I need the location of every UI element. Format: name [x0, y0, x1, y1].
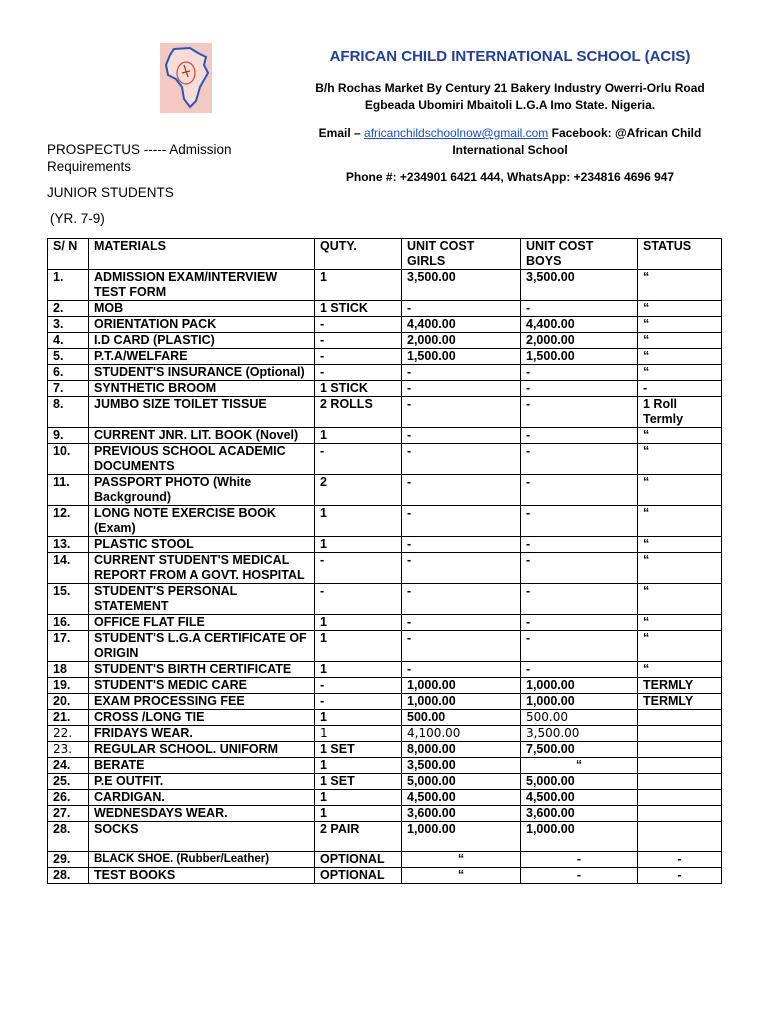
cell-quantity: - — [315, 444, 402, 475]
cell-status: “ — [638, 553, 722, 584]
cell-material: REGULAR SCHOOL. UNIFORM — [89, 742, 315, 758]
cell-status: “ — [638, 584, 722, 615]
table-row — [48, 726, 722, 742]
cell-sn: 29. — [48, 852, 89, 868]
cell-sn: 7. — [48, 381, 89, 397]
cell-unit-cost-boys: - — [521, 301, 638, 317]
cell-quantity: OPTIONAL — [315, 868, 402, 884]
table-row — [48, 868, 722, 884]
cell-unit-cost-girls: - — [402, 584, 521, 615]
cell-unit-cost-boys: 1,000.00 — [521, 822, 638, 852]
cell-status: TERMLY — [638, 678, 722, 694]
cell-unit-cost-boys: 1,000.00 — [521, 678, 638, 694]
table-header-row — [48, 239, 722, 270]
cell-status — [638, 790, 722, 806]
cell-status — [638, 758, 722, 774]
cell-unit-cost-girls: - — [402, 475, 521, 506]
cell-sn: 28. — [48, 822, 89, 852]
prospectus-heading: PROSPECTUS ----- Admission Requirements — [47, 142, 232, 174]
junior-students-label: JUNIOR STUDENTS — [47, 185, 174, 200]
cell-status: “ — [638, 317, 722, 333]
cell-unit-cost-girls: - — [402, 381, 521, 397]
cell-sn: 15. — [48, 584, 89, 615]
cell-status — [638, 742, 722, 758]
cell-material: CURRENT STUDENT'S MEDICAL REPORT FROM A GOVT. HOSPITAL — [89, 553, 315, 584]
cell-status: TERMLY — [638, 694, 722, 710]
cell-unit-cost-boys: 500.00 — [521, 710, 638, 726]
cell-quantity: - — [315, 365, 402, 381]
cell-sn: 11. — [48, 475, 89, 506]
cell-sn: 22. — [48, 726, 89, 742]
cell-sn: 8. — [48, 397, 89, 428]
cell-unit-cost-boys: 1,500.00 — [521, 349, 638, 365]
cell-unit-cost-boys: 4,400.00 — [521, 317, 638, 333]
phone-line: Phone #: +234901 6421 444, WhatsApp: +234816 4696 947 — [345, 170, 675, 184]
cell-unit-cost-girls: 4,100.00 — [402, 726, 521, 742]
table-row — [48, 758, 722, 774]
cell-sn: 13. — [48, 537, 89, 553]
cell-material: CARDIGAN. — [89, 790, 315, 806]
table-row — [48, 381, 722, 397]
table-row — [48, 365, 722, 381]
cell-material: FRIDAYS WEAR. — [89, 726, 315, 742]
school-address — [290, 80, 730, 114]
header-sn: S/ N — [48, 239, 89, 270]
cell-status: “ — [638, 365, 722, 381]
cell-unit-cost-girls: 3,500.00 — [402, 758, 521, 774]
facebook-text: Facebook: @African Child International School — [452, 126, 702, 157]
cell-sn: 23. — [48, 742, 89, 758]
cell-material: BLACK SHOE. (Rubber/Leather) — [89, 852, 315, 868]
cell-quantity: OPTIONAL — [315, 852, 402, 868]
address-line-2: Egbeada Ubomiri Mbaitoli L.G.A Imo State. Nigeria. — [364, 98, 656, 112]
table-row — [48, 631, 722, 662]
cell-status: “ — [638, 537, 722, 553]
table-row — [48, 822, 722, 852]
cell-sn: 27. — [48, 806, 89, 822]
cell-quantity: 1 — [315, 270, 402, 301]
cell-material: SYNTHETIC BROOM — [89, 381, 315, 397]
cell-unit-cost-boys: 3,500.00 — [521, 270, 638, 301]
header-materials: MATERIALS — [89, 239, 315, 270]
cell-quantity: 1 — [315, 710, 402, 726]
address-line-1: B/h Rochas Market By Century 21 Bakery Industry Owerri-Orlu Road — [315, 81, 705, 95]
cell-unit-cost-girls: 500.00 — [402, 710, 521, 726]
cell-material: ORIENTATION PACK — [89, 317, 315, 333]
header-unit-cost-girls: UNIT COST GIRLS — [402, 239, 521, 270]
table-row — [48, 710, 722, 726]
cell-quantity: 1 STICK — [315, 301, 402, 317]
cell-unit-cost-boys: - — [521, 553, 638, 584]
cell-material: BERATE — [89, 758, 315, 774]
cell-material: CROSS /LONG TIE — [89, 710, 315, 726]
cell-unit-cost-girls: - — [402, 615, 521, 631]
cell-material: LONG NOTE EXERCISE BOOK (Exam) — [89, 506, 315, 537]
table-row — [48, 397, 722, 428]
cell-status: “ — [638, 506, 722, 537]
cell-quantity: - — [315, 694, 402, 710]
cell-unit-cost-boys: - — [521, 397, 638, 428]
cell-material: WEDNESDAYS WEAR. — [89, 806, 315, 822]
table-row — [48, 428, 722, 444]
cell-material: P.E OUTFIT. — [89, 774, 315, 790]
cell-quantity: 1 SET — [315, 742, 402, 758]
cell-unit-cost-girls: - — [402, 631, 521, 662]
cell-sn: 1. — [48, 270, 89, 301]
cell-status: - — [638, 381, 722, 397]
cell-unit-cost-girls: - — [402, 662, 521, 678]
cell-quantity: - — [315, 317, 402, 333]
cell-material: I.D CARD (PLASTIC) — [89, 333, 315, 349]
cell-sn: 2. — [48, 301, 89, 317]
cell-quantity: 1 — [315, 662, 402, 678]
requirements-table — [47, 238, 722, 884]
table-row — [48, 615, 722, 631]
cell-quantity: 2 — [315, 475, 402, 506]
cell-material: STUDENT'S L.G.A CERTIFICATE OF ORIGIN — [89, 631, 315, 662]
cell-unit-cost-girls: - — [402, 301, 521, 317]
cell-unit-cost-boys: 2,000.00 — [521, 333, 638, 349]
cell-status: “ — [638, 428, 722, 444]
cell-material: STUDENT'S PERSONAL STATEMENT — [89, 584, 315, 615]
cell-unit-cost-boys: - — [521, 428, 638, 444]
cell-material: PLASTIC STOOL — [89, 537, 315, 553]
cell-unit-cost-boys: - — [521, 662, 638, 678]
cell-unit-cost-boys: 3,500.00 — [521, 726, 638, 742]
cell-unit-cost-girls: - — [402, 537, 521, 553]
table-row — [48, 694, 722, 710]
cell-material: MOB — [89, 301, 315, 317]
cell-quantity: 1 — [315, 806, 402, 822]
year-range-label: (YR. 7-9) — [50, 211, 105, 226]
header-quantity: QUTY. — [315, 239, 402, 270]
cell-unit-cost-girls: - — [402, 365, 521, 381]
contact-line — [290, 125, 730, 159]
school-name: AFRICAN CHILD INTERNATIONAL SCHOOL (ACIS) — [329, 48, 691, 65]
cell-status: “ — [638, 615, 722, 631]
cell-status: “ — [638, 444, 722, 475]
cell-status: - — [638, 852, 722, 868]
cell-unit-cost-boys: - — [521, 506, 638, 537]
cell-sn: 6. — [48, 365, 89, 381]
cell-unit-cost-girls: 4,400.00 — [402, 317, 521, 333]
cell-unit-cost-girls: 1,500.00 — [402, 349, 521, 365]
cell-status: “ — [638, 301, 722, 317]
school-logo — [160, 43, 212, 113]
cell-material: STUDENT'S BIRTH CERTIFICATE — [89, 662, 315, 678]
cell-status: “ — [638, 662, 722, 678]
cell-status — [638, 726, 722, 742]
table-row — [48, 806, 722, 822]
table-row — [48, 553, 722, 584]
cell-unit-cost-girls: 8,000.00 — [402, 742, 521, 758]
table-row — [48, 790, 722, 806]
cell-sn: 14. — [48, 553, 89, 584]
cell-sn: 16. — [48, 615, 89, 631]
cell-unit-cost-boys: - — [521, 444, 638, 475]
cell-sn: 17. — [48, 631, 89, 662]
cell-quantity: - — [315, 333, 402, 349]
cell-material: ADMISSION EXAM/INTERVIEW TEST FORM — [89, 270, 315, 301]
cell-material: P.T.A/WELFARE — [89, 349, 315, 365]
cell-quantity: 1 SET — [315, 774, 402, 790]
email-link[interactable]: africanchildschoolnow@gmail.com — [364, 126, 549, 140]
table-row — [48, 678, 722, 694]
cell-sn: 21. — [48, 710, 89, 726]
cell-unit-cost-boys: - — [521, 584, 638, 615]
cell-unit-cost-boys: - — [521, 631, 638, 662]
cell-material: STUDENT'S MEDIC CARE — [89, 678, 315, 694]
cell-quantity: - — [315, 349, 402, 365]
cell-material: SOCKS — [89, 822, 315, 852]
cell-unit-cost-girls: 1,000.00 — [402, 678, 521, 694]
cell-material: TEST BOOKS — [89, 868, 315, 884]
cell-unit-cost-girls: - — [402, 553, 521, 584]
cell-status: “ — [638, 333, 722, 349]
cell-material: OFFICE FLAT FILE — [89, 615, 315, 631]
cell-unit-cost-boys: 7,500.00 — [521, 742, 638, 758]
cell-quantity: 1 — [315, 428, 402, 444]
cell-unit-cost-girls: - — [402, 428, 521, 444]
table-row — [48, 349, 722, 365]
table-row — [48, 506, 722, 537]
table-row — [48, 444, 722, 475]
table-row — [48, 584, 722, 615]
cell-status: 1 Roll Termly — [638, 397, 722, 428]
cell-unit-cost-girls: 2,000.00 — [402, 333, 521, 349]
cell-quantity: 1 — [315, 537, 402, 553]
cell-quantity: 2 PAIR — [315, 822, 402, 852]
table-row — [48, 537, 722, 553]
cell-status: “ — [638, 270, 722, 301]
cell-unit-cost-girls: 1,000.00 — [402, 822, 521, 852]
cell-unit-cost-girls: “ — [402, 868, 521, 884]
cell-material: CURRENT JNR. LIT. BOOK (Novel) — [89, 428, 315, 444]
cell-unit-cost-boys: - — [521, 381, 638, 397]
cell-unit-cost-boys: - — [521, 475, 638, 506]
cell-quantity: 1 — [315, 631, 402, 662]
table-row — [48, 317, 722, 333]
cell-quantity: - — [315, 584, 402, 615]
cell-quantity: 1 STICK — [315, 381, 402, 397]
table-row — [48, 475, 722, 506]
cell-material: PREVIOUS SCHOOL ACADEMIC DOCUMENTS — [89, 444, 315, 475]
cell-sn: 25. — [48, 774, 89, 790]
header-status: STATUS — [638, 239, 722, 270]
cell-status: “ — [638, 631, 722, 662]
cell-material: PASSPORT PHOTO (White Background) — [89, 475, 315, 506]
cell-unit-cost-girls: 4,500.00 — [402, 790, 521, 806]
header-unit-cost-boys: UNIT COST BOYS — [521, 239, 638, 270]
cell-unit-cost-boys: “ — [521, 758, 638, 774]
cell-sn: 5. — [48, 349, 89, 365]
cell-unit-cost-girls: - — [402, 506, 521, 537]
cell-sn: 19. — [48, 678, 89, 694]
cell-sn: 10. — [48, 444, 89, 475]
table-row — [48, 774, 722, 790]
cell-sn: 24. — [48, 758, 89, 774]
table-row — [48, 852, 722, 868]
table-row — [48, 662, 722, 678]
cell-unit-cost-girls: “ — [402, 852, 521, 868]
cell-status — [638, 806, 722, 822]
cell-sn: 18 — [48, 662, 89, 678]
cell-sn: 12. — [48, 506, 89, 537]
cell-sn: 9. — [48, 428, 89, 444]
cell-unit-cost-boys: - — [521, 615, 638, 631]
cell-unit-cost-boys: 4,500.00 — [521, 790, 638, 806]
table-row — [48, 333, 722, 349]
cell-unit-cost-boys: 5,000.00 — [521, 774, 638, 790]
cell-status: “ — [638, 349, 722, 365]
cell-quantity: 1 — [315, 758, 402, 774]
cell-status — [638, 822, 722, 852]
cell-material: EXAM PROCESSING FEE — [89, 694, 315, 710]
cell-quantity: 2 ROLLS — [315, 397, 402, 428]
cell-sn: 20. — [48, 694, 89, 710]
cell-unit-cost-boys: - — [521, 868, 638, 884]
table-row — [48, 270, 722, 301]
cell-sn: 4. — [48, 333, 89, 349]
cell-status — [638, 774, 722, 790]
cell-sn: 28. — [48, 868, 89, 884]
table-row — [48, 742, 722, 758]
cell-sn: 26. — [48, 790, 89, 806]
cell-unit-cost-girls: - — [402, 397, 521, 428]
cell-quantity: - — [315, 678, 402, 694]
cell-quantity: 1 — [315, 506, 402, 537]
cell-sn: 3. — [48, 317, 89, 333]
cell-quantity: - — [315, 553, 402, 584]
cell-material: STUDENT'S INSURANCE (Optional) — [89, 365, 315, 381]
cell-status: “ — [638, 475, 722, 506]
cell-status: - — [638, 868, 722, 884]
cell-unit-cost-boys: 1,000.00 — [521, 694, 638, 710]
cell-unit-cost-boys: - — [521, 852, 638, 868]
cell-unit-cost-girls: 3,600.00 — [402, 806, 521, 822]
cell-unit-cost-boys: 3,600.00 — [521, 806, 638, 822]
cell-material: JUMBO SIZE TOILET TISSUE — [89, 397, 315, 428]
cell-status — [638, 710, 722, 726]
table-row — [48, 301, 722, 317]
cell-unit-cost-girls: 5,000.00 — [402, 774, 521, 790]
cell-quantity: 1 — [315, 726, 402, 742]
cell-quantity: 1 — [315, 790, 402, 806]
cell-quantity: 1 — [315, 615, 402, 631]
cell-unit-cost-girls: 3,500.00 — [402, 270, 521, 301]
cell-unit-cost-boys: - — [521, 537, 638, 553]
cell-unit-cost-girls: - — [402, 444, 521, 475]
email-label: Email – — [318, 126, 365, 140]
cell-unit-cost-girls: 1,000.00 — [402, 694, 521, 710]
cell-unit-cost-boys: - — [521, 365, 638, 381]
